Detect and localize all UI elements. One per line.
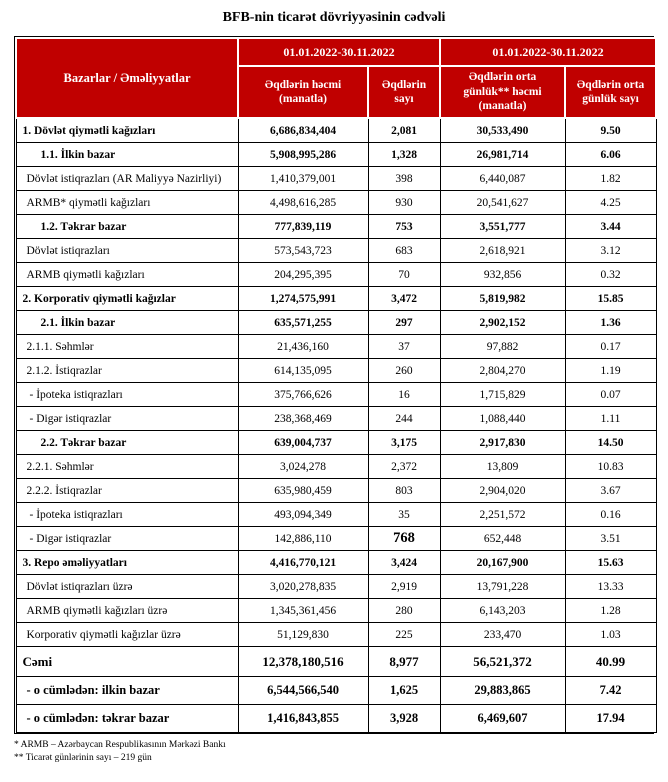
row-value: 3,020,278,835: [238, 575, 368, 599]
row-value: 0.16: [565, 503, 656, 527]
row-value: 1,328: [368, 143, 440, 167]
row-value: 6,440,087: [440, 167, 565, 191]
row-value: 635,571,255: [238, 311, 368, 335]
row-value: 1.19: [565, 359, 656, 383]
row-value: 3.44: [565, 215, 656, 239]
row-value: 1,416,843,855: [238, 705, 368, 733]
row-value: 0.17: [565, 335, 656, 359]
row-value: 1,410,379,001: [238, 167, 368, 191]
row-label: 2. Korporativ qiymətli kağızlar: [16, 287, 238, 311]
table-row: [16, 263, 656, 287]
row-value: 238,368,469: [238, 407, 368, 431]
row-label: 2.2.2. İstiqrazlar: [16, 479, 238, 503]
row-value: 260: [368, 359, 440, 383]
row-label: 2.1.2. İstiqrazlar: [16, 359, 238, 383]
page: [14, 0, 654, 765]
table-row: [16, 167, 656, 191]
row-label: - Digər istiqrazlar: [16, 407, 238, 431]
row-value: 1,274,575,991: [238, 287, 368, 311]
row-value: 204,295,395: [238, 263, 368, 287]
row-value: 15.63: [565, 551, 656, 575]
row-value: 233,470: [440, 623, 565, 647]
row-value: 51,129,830: [238, 623, 368, 647]
row-label: 3. Repo əməliyyatları: [16, 551, 238, 575]
period-header-left: 01.01.2022-30.11.2022: [238, 38, 440, 66]
row-value: 803: [368, 479, 440, 503]
row-value: 652,448: [440, 527, 565, 551]
row-value: 37: [368, 335, 440, 359]
column-header-avg-daily-volume: Əqdlərin orta günlük** həcmi (manatla): [440, 66, 565, 118]
row-value: 3,928: [368, 705, 440, 733]
row-label: 2.2. Təkrar bazar: [16, 431, 238, 455]
row-value: 493,094,349: [238, 503, 368, 527]
row-value: 6,469,607: [440, 705, 565, 733]
table-row: [16, 599, 656, 623]
row-value: 3,175: [368, 431, 440, 455]
row-value: 20,541,627: [440, 191, 565, 215]
table-row: [16, 191, 656, 215]
row-value: 614,135,095: [238, 359, 368, 383]
row-value: 573,543,723: [238, 239, 368, 263]
row-label: - İpoteka istiqrazları: [16, 383, 238, 407]
row-value: 30,533,490: [440, 118, 565, 143]
row-label: Dövlət istiqrazları (AR Maliyyə Nazirliyi): [16, 167, 238, 191]
row-value: 753: [368, 215, 440, 239]
row-label: - İpoteka istiqrazları: [16, 503, 238, 527]
row-value: 280: [368, 599, 440, 623]
corner-header-markets-operations: Bazarlar / Əməliyyatlar: [16, 38, 238, 118]
table-row: [16, 431, 656, 455]
table-row: [16, 311, 656, 335]
row-value: 17.94: [565, 705, 656, 733]
row-label: 2.1.1. Səhmlər: [16, 335, 238, 359]
row-value: 1.03: [565, 623, 656, 647]
row-label: 2.1. İlkin bazar: [16, 311, 238, 335]
row-value: 1.36: [565, 311, 656, 335]
row-label: Dövlət istiqrazları: [16, 239, 238, 263]
table-row: [16, 335, 656, 359]
row-value: 12,378,180,516: [238, 647, 368, 677]
table-row: [16, 705, 656, 733]
row-value: 6,143,203: [440, 599, 565, 623]
row-value: 930: [368, 191, 440, 215]
row-value: 13.33: [565, 575, 656, 599]
row-value: 6.06: [565, 143, 656, 167]
row-value: 768: [368, 527, 440, 551]
row-label: 1.1. İlkin bazar: [16, 143, 238, 167]
row-value: 7.42: [565, 677, 656, 705]
turnover-table-wrapper: [14, 36, 654, 734]
row-value: 2,919: [368, 575, 440, 599]
row-value: 683: [368, 239, 440, 263]
table-row: [16, 677, 656, 705]
table-row: [16, 383, 656, 407]
row-value: 639,004,737: [238, 431, 368, 455]
row-value: 0.32: [565, 263, 656, 287]
row-value: 13,791,228: [440, 575, 565, 599]
row-value: 70: [368, 263, 440, 287]
row-value: 20,167,900: [440, 551, 565, 575]
row-label: Dövlət istiqrazları üzrə: [16, 575, 238, 599]
table-row: [16, 479, 656, 503]
row-value: 244: [368, 407, 440, 431]
row-value: 2,251,572: [440, 503, 565, 527]
row-value: 4,498,616,285: [238, 191, 368, 215]
row-label: ARMB qiymətli kağızları üzrə: [16, 599, 238, 623]
table-row: [16, 143, 656, 167]
row-value: 142,886,110: [238, 527, 368, 551]
row-value: 3,424: [368, 551, 440, 575]
row-label: 2.2.1. Səhmlər: [16, 455, 238, 479]
table-body: [16, 118, 656, 733]
row-value: 3.12: [565, 239, 656, 263]
row-value: 1,715,829: [440, 383, 565, 407]
table-row: [16, 407, 656, 431]
table-row: [16, 287, 656, 311]
row-value: 2,804,270: [440, 359, 565, 383]
row-value: 375,766,626: [238, 383, 368, 407]
table-row: [16, 359, 656, 383]
row-value: 3,024,278: [238, 455, 368, 479]
row-value: 16: [368, 383, 440, 407]
row-label: - o cümlədən: ilkin bazar: [16, 677, 238, 705]
row-value: 3,551,777: [440, 215, 565, 239]
row-value: 1.82: [565, 167, 656, 191]
row-value: 1.11: [565, 407, 656, 431]
row-value: 3,472: [368, 287, 440, 311]
row-value: 15.85: [565, 287, 656, 311]
row-value: 2,081: [368, 118, 440, 143]
row-value: 14.50: [565, 431, 656, 455]
row-value: 398: [368, 167, 440, 191]
row-value: 21,436,160: [238, 335, 368, 359]
row-value: 29,883,865: [440, 677, 565, 705]
table-row: [16, 647, 656, 677]
table-row: [16, 215, 656, 239]
row-value: 3.51: [565, 527, 656, 551]
row-value: 1,345,361,456: [238, 599, 368, 623]
row-value: 932,856: [440, 263, 565, 287]
table-row: [16, 551, 656, 575]
table-header: [16, 38, 656, 118]
column-header-deal-volume: Əqdlərin həcmi (manatla): [238, 66, 368, 118]
row-label: ARMB qiymətli kağızları: [16, 263, 238, 287]
table-row: [16, 623, 656, 647]
row-label: ARMB* qiymətli kağızları: [16, 191, 238, 215]
period-header-row: [16, 38, 656, 66]
row-value: 56,521,372: [440, 647, 565, 677]
row-value: 635,980,459: [238, 479, 368, 503]
row-value: 225: [368, 623, 440, 647]
row-value: 0.07: [565, 383, 656, 407]
column-header-deal-count: Əqdlərin sayı: [368, 66, 440, 118]
column-header-avg-daily-count: Əqdlərin orta günlük sayı: [565, 66, 656, 118]
row-label: 1. Dövlət qiymətli kağızları: [16, 118, 238, 143]
period-header-right: 01.01.2022-30.11.2022: [440, 38, 656, 66]
footnote-armb: * ARMB – Azərbaycan Respublikasının Mərkəzi Bankı: [14, 740, 226, 750]
page-title: BFB-nin ticarət dövriyyəsinin cədvəli: [222, 10, 446, 25]
row-value: 35: [368, 503, 440, 527]
row-value: 2,618,921: [440, 239, 565, 263]
row-value: 6,686,834,404: [238, 118, 368, 143]
row-value: 1,625: [368, 677, 440, 705]
row-value: 2,372: [368, 455, 440, 479]
row-value: 5,908,995,286: [238, 143, 368, 167]
row-value: 2,902,152: [440, 311, 565, 335]
row-label: - o cümlədən: təkrar bazar: [16, 705, 238, 733]
table-row: [16, 118, 656, 143]
row-value: 6,544,566,540: [238, 677, 368, 705]
row-value: 8,977: [368, 647, 440, 677]
row-value: 40.99: [565, 647, 656, 677]
row-value: 777,839,119: [238, 215, 368, 239]
row-value: 97,882: [440, 335, 565, 359]
row-value: 297: [368, 311, 440, 335]
table-row: [16, 455, 656, 479]
row-label: Korporativ qiymətli kağızlar üzrə: [16, 623, 238, 647]
row-value: 4.25: [565, 191, 656, 215]
row-value: 1.28: [565, 599, 656, 623]
row-value: 5,819,982: [440, 287, 565, 311]
row-label: - Digər istiqrazlar: [16, 527, 238, 551]
row-label: Cəmi: [16, 647, 238, 677]
turnover-table: [15, 37, 657, 733]
row-value: 4,416,770,121: [238, 551, 368, 575]
row-value: 10.83: [565, 455, 656, 479]
row-value: 9.50: [565, 118, 656, 143]
row-value: 13,809: [440, 455, 565, 479]
footnotes: [14, 739, 654, 765]
row-label: 1.2. Təkrar bazar: [16, 215, 238, 239]
table-row: [16, 503, 656, 527]
table-row: [16, 575, 656, 599]
table-row: [16, 527, 656, 551]
row-value: 3.67: [565, 479, 656, 503]
row-value: 26,981,714: [440, 143, 565, 167]
row-value: 2,904,020: [440, 479, 565, 503]
table-row: [16, 239, 656, 263]
footnote-trading-days: ** Ticarət günlərinin sayı – 219 gün: [14, 752, 152, 763]
row-value: 1,088,440: [440, 407, 565, 431]
row-value: 2,917,830: [440, 431, 565, 455]
